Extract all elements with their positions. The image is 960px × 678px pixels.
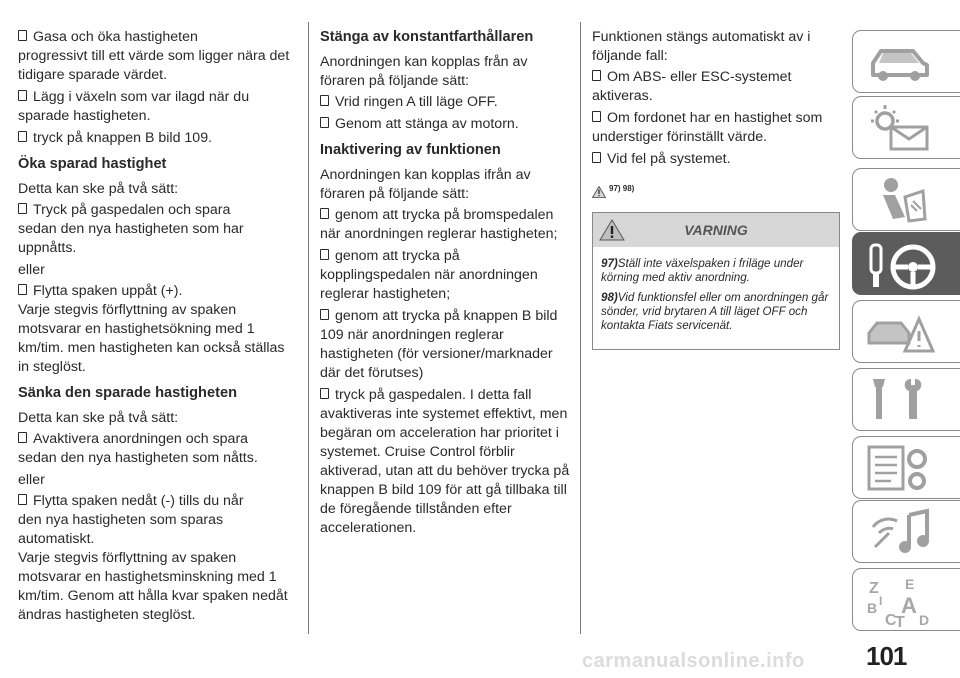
maintenance-icon [865,375,935,425]
bullet-item: Gasa och öka hastigheten progressivt till ett värde som ligger nära det tidigare sparade värdet. [18,29,290,83]
paragraph: Anordningen kan kopplas ifrån av föraren på följande sätt: [320,167,531,202]
checkbox-square-icon [592,111,601,122]
tab-warning-lights[interactable] [852,96,960,159]
column-1 [18,28,294,627]
svg-text:C: C [885,612,897,629]
tab-safety[interactable] [852,168,960,231]
bullet-item: Om ABS- eller ESC-systemet aktiveras. [592,69,792,104]
checkbox-square-icon [18,90,27,101]
tab-multimedia[interactable] [852,500,960,563]
paragraph: Varje stegvis förflyttning av spaken motsvarar en hastighetsminskning med 1 km/tim. Genom att hålla kvar spaken nedåt ändras hastigheten steglöst. [18,550,288,623]
bullet-item: Tryck på gaspedalen och spara sedan den nya hastigheten som har uppnåtts. [18,202,244,256]
page-number: 101 [866,641,907,671]
svg-text:I: I [879,594,883,608]
checkbox-square-icon [320,388,329,399]
bullet-item: Flytta spaken nedåt (-) tills du når den nya hastigheten som sparas automatiskt. [18,493,244,547]
tab-index[interactable] [852,568,960,631]
warning-lights-icon [865,103,935,153]
section-heading: Öka sparad hastighet [18,156,167,172]
tab-car[interactable] [852,30,960,93]
svg-text:Z: Z [869,580,879,597]
section-heading: Sänka den sparade hastigheten [18,385,237,401]
bullet-item: genom att trycka på knappen B bild 109 när anordningen reglerar hastigheten (för versioner/marknader där det förutses) [320,308,558,381]
paragraph: Detta kan ske på två sätt: [18,181,179,197]
bullet-item: tryck på gaspedalen. I detta fall avaktiveras inte systemet effektivt, men begäran om acceleration har prioritet i systemet. Cruise Control förblir aktiverad, utan att du behöver trycka på knappen B bild 109 för att gå tillbaka till de föregående tillstånden efter accelerationen. [320,387,570,536]
car-icon [865,37,935,87]
paragraph: eller [18,472,45,488]
checkbox-square-icon [18,30,27,41]
bullet-item: Vid fel på systemet. [592,150,840,169]
checkbox-square-icon [320,309,329,320]
warning-header [593,213,839,247]
warning-note: 98)Vid funktionsfel eller om anordningen går sönder, vrid brytaren A till läget OFF och kontakta Fiats servicenät. [601,291,829,332]
steering-wheel-icon [865,239,945,293]
bullet-item: Vrid ringen A till läge OFF. [320,93,576,112]
svg-text:D: D [919,612,930,628]
tab-emergency[interactable] [852,300,960,363]
safety-icon [865,175,935,225]
paragraph: Anordningen kan kopplas från av föraren på följande sätt: [320,54,528,89]
svg-text:A: A [901,593,917,618]
svg-text:E: E [905,576,915,592]
checkbox-square-icon [18,494,27,505]
checkbox-square-icon [320,249,329,260]
checkbox-square-icon [18,284,27,295]
bullet-item: Avaktivera anordningen och spara sedan den nya hastigheten som nåtts. [18,431,258,466]
svg-text:T: T [895,614,905,629]
column-divider [308,22,309,634]
column-divider [580,22,581,634]
column-3 [592,28,840,350]
bullet-item: Genom att stänga av motorn. [320,115,576,134]
warning-title: VARNING [684,221,748,238]
section-heading: Stänga av konstantfarthållaren [320,29,534,45]
tab-maintenance[interactable] [852,368,960,431]
bullet-item: genom att trycka på bromspedalen när anordningen reglerar hastigheten; [320,207,558,242]
bullet-item: genom att trycka på kopplingspedalen när anordningen reglerar hastigheten; [320,248,538,302]
svg-text:B: B [867,600,878,616]
bullet-item: Flytta spaken uppåt (+). [18,282,294,301]
paragraph: Detta kan ske på två sätt: [18,410,179,426]
checkbox-square-icon [592,152,601,163]
warning-body [593,247,839,349]
tab-technical-data[interactable] [852,436,960,499]
technical-data-icon [865,443,935,493]
checkbox-square-icon [320,208,329,219]
checkbox-square-icon [320,95,329,106]
bullet-item: Om fordonet har en hastighet som understiger förinställt värde. [592,110,823,145]
warning-triangle-icon [599,219,625,241]
checkbox-square-icon [18,203,27,214]
index-icon [865,575,935,629]
section-heading: Inaktivering av funktionen [320,142,501,158]
warning-box [592,212,840,350]
emergency-icon [865,307,935,357]
tab-driving[interactable] [852,232,960,295]
warning-note: 97)Ställ inte växelspaken i friläge under körning med aktiv anordning. [601,257,804,284]
paragraph: eller [18,262,45,278]
column-2 [320,28,576,541]
multimedia-icon [865,507,935,557]
checkbox-square-icon [320,117,329,128]
bullet-item: Lägg i växeln som var ilagd när du sparade hastigheten. [18,89,250,124]
warning-reference: 97) 98) [592,179,840,198]
warning-triangle-icon [592,186,606,198]
paragraph: Funktionen stängs automatiskt av i följande fall: [592,29,811,64]
paragraph: Varje stegvis förflyttning av spaken motsvarar en hastighetsökning med 1 km/tim. men hastigheten kan också ställas in steglöst. [18,302,285,375]
watermark: carmanualsonline.info [582,650,805,672]
checkbox-square-icon [18,131,27,142]
checkbox-square-icon [592,70,601,81]
checkbox-square-icon [18,432,27,443]
bullet-item: tryck på knappen B bild 109. [18,129,294,148]
